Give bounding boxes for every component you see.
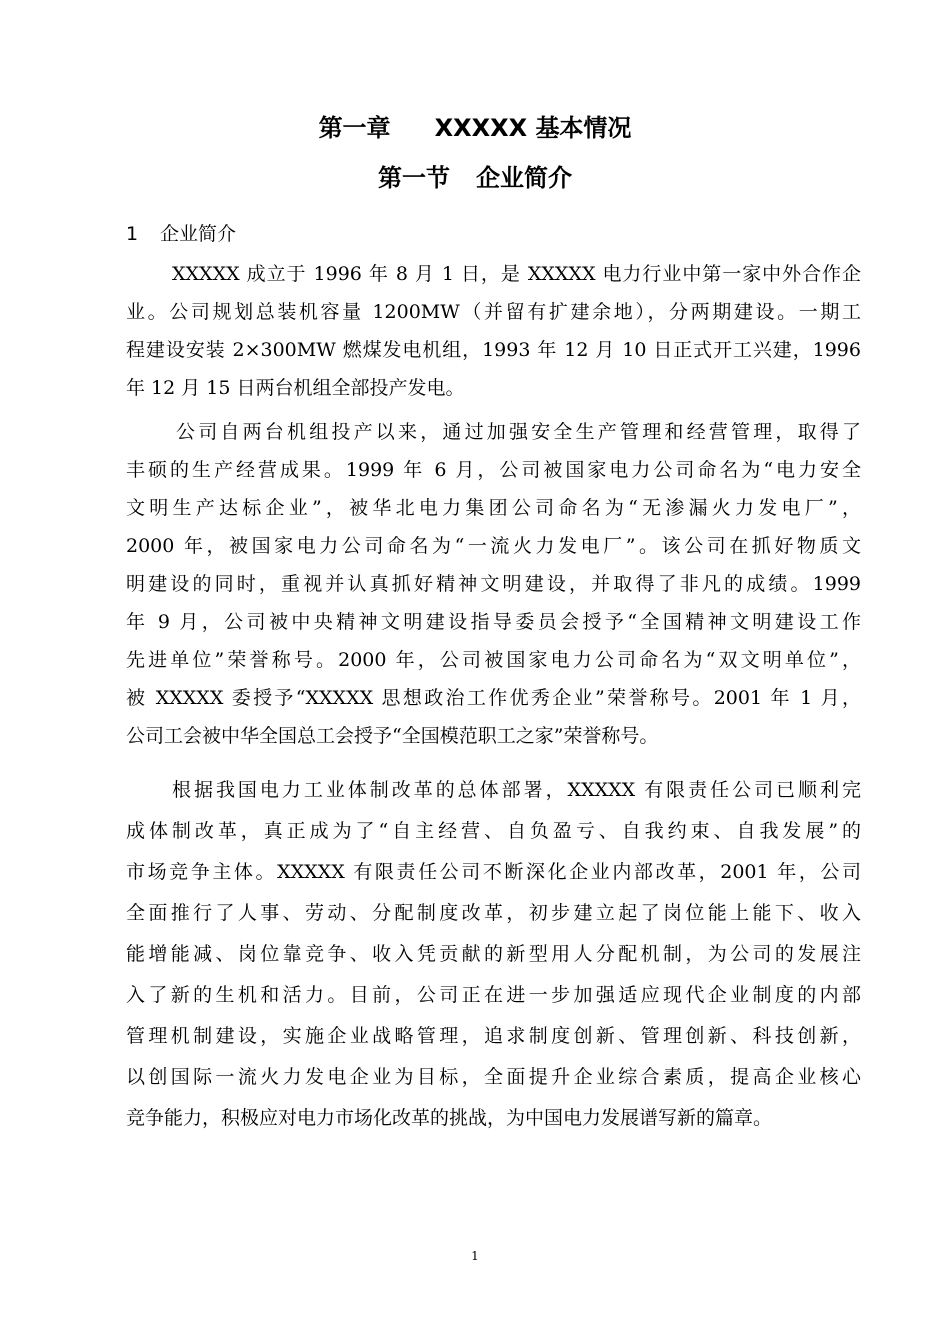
paragraph-line: 2000 年，被国家电力公司命名为“一流火力发电厂”。该公司在抓好物质文 — [126, 535, 861, 557]
section-label: 第一节 — [378, 164, 450, 192]
paragraph-line: 全面推行了人事、劳动、分配制度改革，初步建立起了岗位能上能下、收入 — [126, 902, 861, 924]
paragraph-line: 市场竞争主体。XXXXX 有限责任公司不断深化企业内部改革，2001 年，公司 — [126, 861, 861, 883]
chapter-name: XXXXX 基本情况 — [434, 114, 632, 142]
paragraph-line: 管理机制建设，实施企业战略管理，追求制度创新、管理创新、科技创新， — [126, 1025, 861, 1047]
subsection-number: 1 — [126, 223, 139, 245]
paragraph-line: 程建设安装 2×300MW 燃煤发电机组，1993 年 12 月 10 日正式开工兴建，1996 — [126, 339, 861, 361]
paragraph-line: 竞争能力，积极应对电力市场化改革的挑战，为中国电力发展谱写新的篇章。 — [126, 1107, 773, 1129]
paragraph-line: 入了新的生机和活力。目前，公司正在进一步加强适应现代企业制度的内部 — [126, 984, 861, 1006]
page-number: 1 — [471, 1249, 479, 1263]
paragraph-line: 成体制改革，真正成为了“自主经营、自负盈亏、自我约束、自我发展”的 — [126, 820, 861, 842]
paragraph-line: 先进单位”荣誉称号。2000 年，公司被国家电力公司命名为“双文明单位”， — [126, 649, 861, 671]
paragraph-line: 丰硕的生产经营成果。1999 年 6 月，公司被国家电力公司命名为“电力安全 — [126, 459, 861, 481]
subsection-heading — [126, 218, 236, 250]
paragraph-3 — [126, 770, 861, 1139]
paragraph-line: 年 12 月 15 日两台机组全部投产发电。 — [126, 377, 465, 399]
paragraph-line: 年 9 月，公司被中央精神文明建设指导委员会授予“全国精神文明建设工作 — [126, 611, 861, 633]
paragraph-line: 被 XXXXX 委授予“XXXXX 思想政治工作优秀企业”荣誉称号。2001 年 1 月， — [126, 687, 861, 709]
paragraph-line: 以创国际一流火力发电企业为目标，全面提升企业综合素质，提高企业核心 — [126, 1066, 861, 1088]
paragraph-line: 公司自两台机组投产以来，通过加强安全生产管理和经营管理，取得了 — [176, 421, 861, 443]
paragraph-line: 公司工会被中华全国总工会授予“全国模范职工之家”荣誉称号。 — [126, 725, 659, 747]
chapter-label: 第一章 — [318, 114, 391, 142]
paragraph-line: XXXXX 成立于 1996 年 8 月 1 日，是 XXXXX 电力行业中第一家中外合作企 — [172, 263, 861, 285]
paragraph-2 — [126, 413, 861, 755]
paragraph-1 — [126, 255, 861, 407]
section-title — [0, 160, 950, 196]
subsection-title: 企业简介 — [160, 223, 237, 245]
paragraph-line: 业。公司规划总装机容量 1200MW（并留有扩建余地），分两期建设。一期工 — [126, 301, 861, 323]
section-name: 企业简介 — [476, 164, 572, 192]
paragraph-line: 能增能减、岗位靠竞争、收入凭贡献的新型用人分配机制，为公司的发展注 — [126, 943, 861, 965]
chapter-title — [0, 110, 950, 146]
paragraph-line: 文明生产达标企业”，被华北电力集团公司命名为“无渗漏火力发电厂”， — [126, 497, 861, 519]
paragraph-line: 根据我国电力工业体制改革的总体部署，XXXXX 有限责任公司已顺利完 — [172, 779, 861, 801]
paragraph-line: 明建设的同时，重视并认真抓好精神文明建设，并取得了非凡的成绩。1999 — [126, 573, 861, 595]
